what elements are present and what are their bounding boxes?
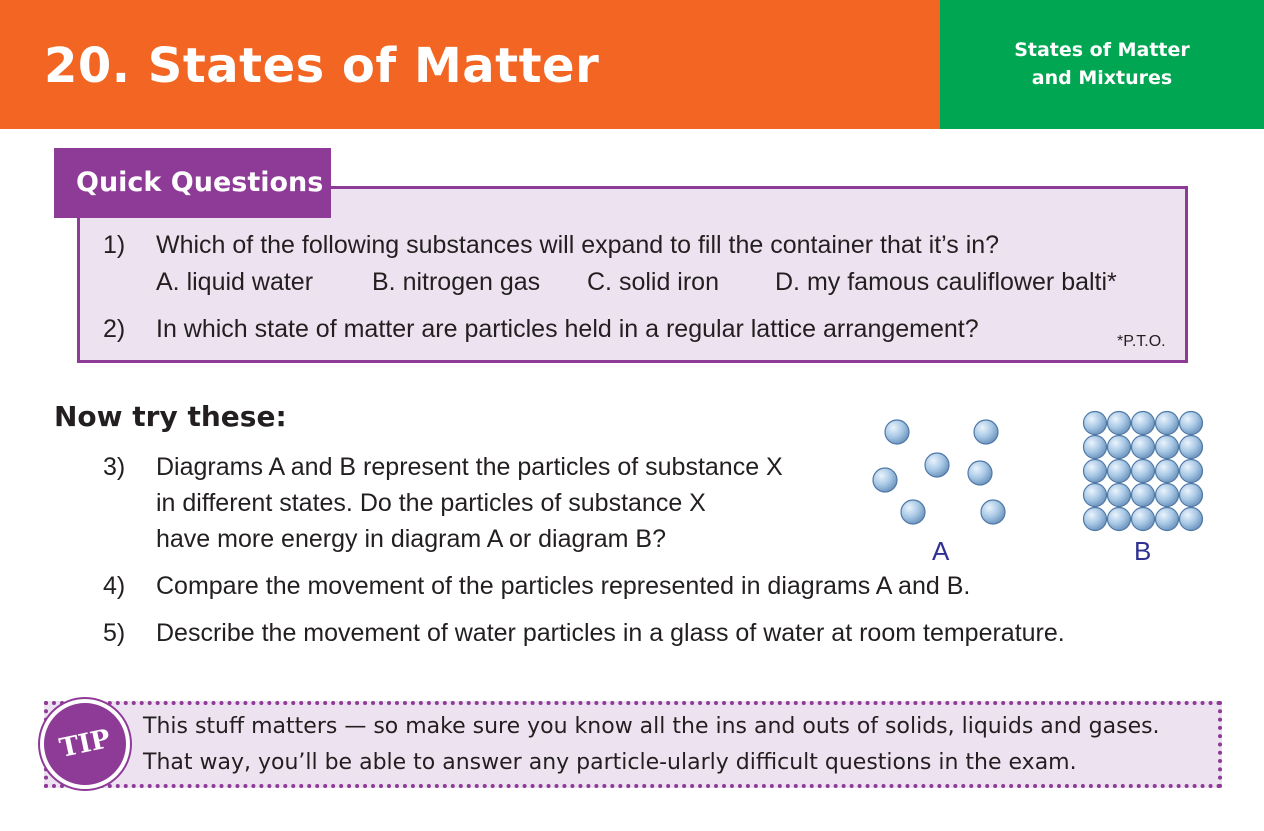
solid-particle	[1084, 508, 1107, 531]
question-1-option-a: A. liquid water	[156, 268, 314, 296]
tip-line-2: That way, you’ll be able to answer any particle-ularly difficult questions in the exam.	[143, 750, 1077, 775]
tip-badge-label: TIP	[56, 724, 114, 764]
solid-particle	[1108, 508, 1131, 531]
solid-particle	[1132, 484, 1155, 507]
solid-particle	[1084, 436, 1107, 459]
gas-particle	[885, 420, 909, 444]
topic-line-1: States of Matter	[1014, 39, 1190, 61]
solid-particle	[1084, 484, 1107, 507]
solid-particle	[1132, 460, 1155, 483]
particle-diagrams-svg	[868, 408, 1208, 568]
question-2-text: In which state of matter are particles held in a regular lattice arrangement?	[156, 315, 979, 343]
question-1-text: Which of the following substances will expand to fill the container that it’s in?	[156, 231, 1000, 259]
solid-particle	[1156, 484, 1179, 507]
solid-particle	[1108, 484, 1131, 507]
question-3-line-1: Diagrams A and B represent the particles of substance X	[156, 453, 783, 481]
quick-questions-heading: Quick Questions	[76, 167, 324, 198]
solid-particle	[1180, 412, 1203, 435]
diagram-b-solid-particles	[1084, 412, 1203, 531]
gas-particle	[974, 420, 998, 444]
question-5-number: 5)	[103, 619, 126, 647]
question-3-number: 3)	[103, 453, 126, 481]
topic-line-2: and Mixtures	[1031, 67, 1173, 89]
solid-particle	[1108, 412, 1131, 435]
question-1-option-b: B. nitrogen gas	[372, 268, 541, 296]
gas-particle	[981, 500, 1005, 524]
topic-badge	[940, 0, 1264, 129]
topic-label	[940, 36, 1264, 92]
solid-particle	[1156, 508, 1179, 531]
page-title: 20. States of Matter	[44, 38, 600, 94]
solid-particle	[1180, 460, 1203, 483]
gas-particle	[925, 453, 949, 477]
question-2-number: 2)	[103, 315, 126, 343]
quick-questions-tab	[54, 148, 331, 218]
question-3-line-3: have more energy in diagram A or diagram B?	[156, 525, 666, 553]
particle-diagrams	[868, 408, 1208, 568]
question-3-line-2: in different states. Do the particles of substance X	[156, 489, 706, 517]
solid-particle	[1156, 412, 1179, 435]
gas-particle	[968, 461, 992, 485]
diagram-a-label: A	[932, 536, 950, 566]
tip-badge	[40, 699, 130, 789]
question-4-text: Compare the movement of the particles represented in diagrams A and B.	[156, 572, 971, 600]
solid-particle	[1156, 436, 1179, 459]
solid-particle	[1180, 436, 1203, 459]
tip-line-1: This stuff matters — so make sure you know all the ins and outs of solids, liquids and gases.	[143, 714, 1160, 739]
footnote-pto: *P.T.O.	[1117, 333, 1166, 350]
solid-particle	[1108, 436, 1131, 459]
solid-particle	[1132, 412, 1155, 435]
question-1-option-d: D. my famous cauliflower balti*	[775, 268, 1117, 296]
question-5-text: Describe the movement of water particles in a glass of water at room temperature.	[156, 619, 1065, 647]
solid-particle	[1180, 484, 1203, 507]
gas-particle	[873, 468, 897, 492]
gas-particle	[901, 500, 925, 524]
solid-particle	[1132, 436, 1155, 459]
question-1-number: 1)	[103, 231, 126, 259]
solid-particle	[1084, 460, 1107, 483]
solid-particle	[1180, 508, 1203, 531]
now-try-heading: Now try these:	[54, 400, 287, 433]
solid-particle	[1156, 460, 1179, 483]
solid-particle	[1132, 508, 1155, 531]
diagram-b-label: B	[1134, 536, 1152, 566]
solid-particle	[1108, 460, 1131, 483]
question-4-number: 4)	[103, 572, 126, 600]
solid-particle	[1084, 412, 1107, 435]
question-1-option-c: C. solid iron	[587, 268, 719, 296]
diagram-a-gas-particles	[873, 420, 1005, 524]
header-bar	[0, 0, 940, 129]
